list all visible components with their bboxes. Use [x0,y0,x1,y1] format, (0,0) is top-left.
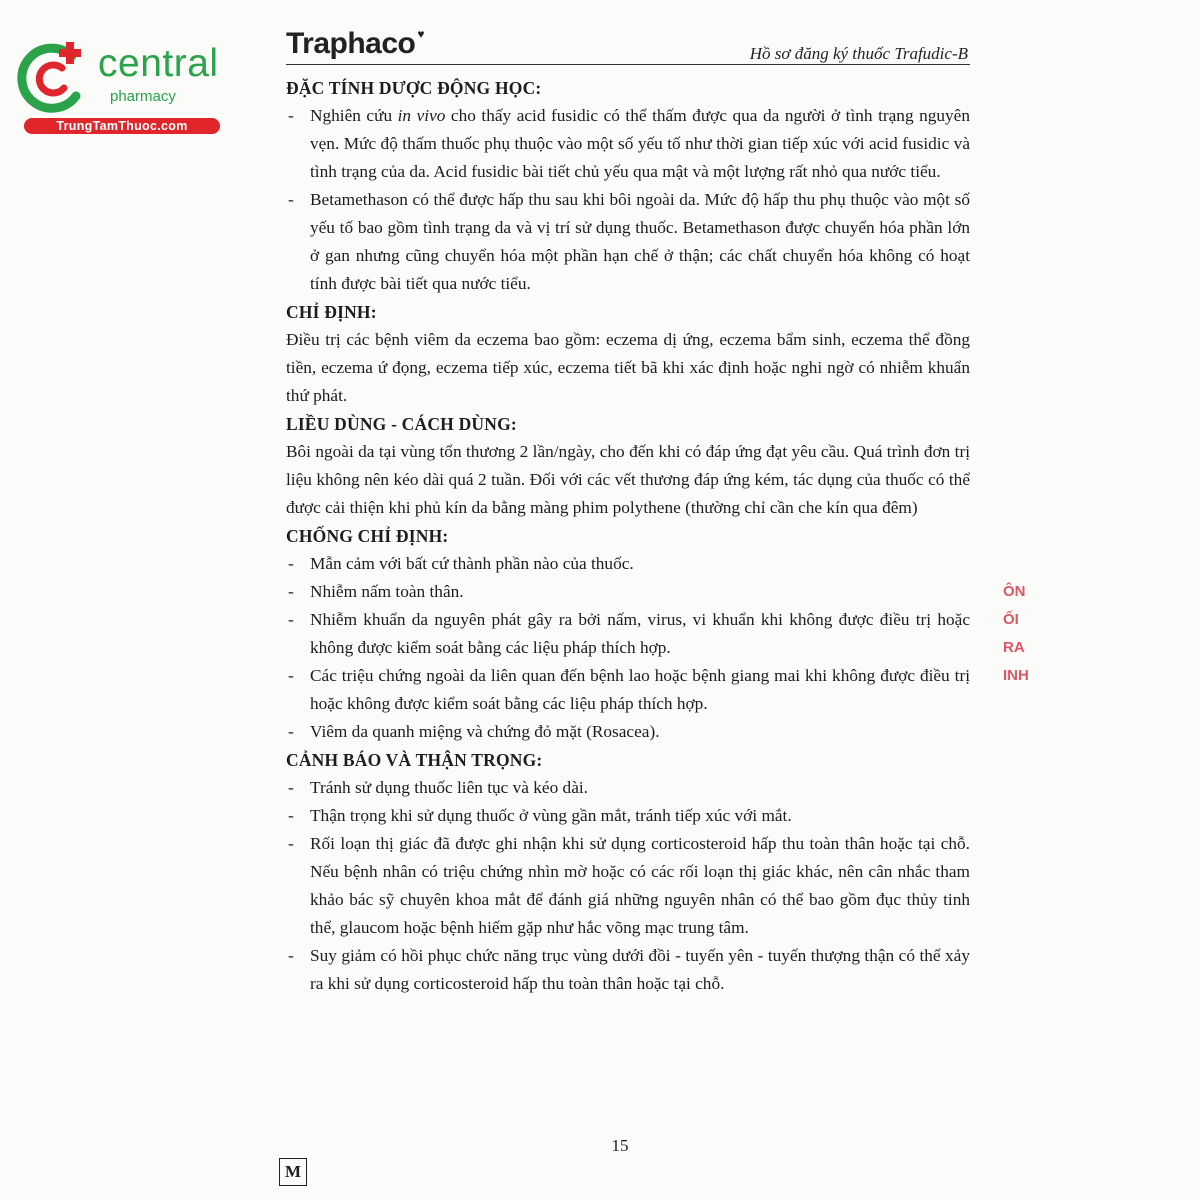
dosage-text: Bôi ngoài da tại vùng tổn thương 2 lần/ngày, cho đến khi có đáp ứng đạt yêu cầu. Quá trình đơn trị liệu không nên kéo dài quá 2 tuần. Đối với các vết thương đáp ứng kém, tác dụng của thuốc có thể được cải thiện khi phủ kín da bằng màng phim polythene (thường chỉ cần che kín qua đêm) [286,442,970,517]
pharmacokinetics-list [286,102,970,298]
document-title: Hồ sơ đăng ký thuốc Trafudic-B [749,44,968,63]
brand-name: Traphaco [286,27,416,60]
list-item-italic: in vivo [397,106,446,125]
brand-mark-icon: ♥ [417,27,424,41]
section-heading-dosage: LIỀU DÙNG - CÁCH DÙNG: [286,414,517,434]
list-item: - Mẫn cảm với bất cứ thành phần nào của thuốc. [286,550,970,578]
section-heading-contraindication: CHỐNG CHỈ ĐỊNH: [286,526,449,546]
stamp-text: RA [1003,639,1025,656]
warnings-list [286,774,970,998]
pharmacy-cross-logo-icon [10,38,92,120]
list-item-text: Nghiên cứu [310,106,398,125]
logo-name: central [98,42,219,85]
list-item: - Betamethason có thể được hấp thu sau khi bôi ngoài da. Mức độ hấp thu phụ thuộc vào một số yếu tố bao gồm tình trạng da và vị trí sử dụng thuốc. Betamethason được chuyển hóa phần lớn ở gan nhưng cũng chuyển hóa một phần hạn chế ở thận; các chất chuyển hóa không có hoạt tính được bài tiết qua nước tiểu. [286,186,970,298]
brand-traphaco [286,27,424,61]
red-stamp-fragment [1003,578,1031,738]
list-item: - Rối loạn thị giác đã được ghi nhận khi sử dụng corticosteroid hấp thu toàn thân hoặc tại chỗ. Nếu bệnh nhân có triệu chứng nhìn mờ hoặc có các rối loạn thị giác khác, nên cân nhắc tham khảo bác sỹ chuyên khoa mắt để đánh giá những nguyên nhân có thể bao gồm đục thủy tinh thể, glaucom hoặc bệnh hiếm gặp như hắc võng mạc trung tâm. [286,830,970,942]
list-item: - Nhiễm nấm toàn thân. [286,578,970,606]
list-item: - Thận trọng khi sử dụng thuốc ở vùng gần mắt, tránh tiếp xúc với mắt. [286,802,970,830]
list-item: - Suy giảm có hồi phục chức năng trục vùng dưới đồi - tuyến yên - tuyến thượng thận có thể xảy ra khi sử dụng corticosteroid hấp thu toàn thân hoặc tại chỗ. [286,942,970,998]
page-number: 15 [611,1136,629,1155]
section-heading-pharmacokinetics: ĐẶC TÍNH DƯỢC ĐỘNG HỌC: [286,78,542,98]
section-heading-indication: CHỈ ĐỊNH: [286,302,377,322]
logo-website[interactable]: TrungTamThuoc.com [24,118,220,134]
central-pharmacy-logo [10,38,219,138]
list-item-text: cho thấy acid fusidic có thể thấm được qua da người ở tình trạng nguyên vẹn. Mức độ thấm thuốc phụ thuộc vào một số yếu tố như thời gian tiếp xúc với acid fusidic và tình trạng của da. Acid fusidic bài tiết chủ yếu qua mật và một lượng rất nhỏ qua nước tiểu. [310,106,970,181]
indication-text: Điều trị các bệnh viêm da eczema bao gồm: eczema dị ứng, eczema bẩm sinh, eczema thể đồng tiền, eczema ứ đọng, eczema tiếp xúc, eczema tiết bã khi xác định hoặc nghi ngờ có nhiễm khuẩn thứ phát. [286,330,970,405]
stamp-text: ỐI [1003,611,1019,628]
stamp-text: INH [1003,667,1029,684]
contraindication-list [286,550,970,746]
section-heading-warnings: CẢNH BÁO VÀ THẬN TRỌNG: [286,750,543,770]
list-item: - Viêm da quanh miệng và chứng đỏ mặt (Rosacea). [286,718,970,746]
list-item: - Nhiễm khuẩn da nguyên phát gây ra bởi nấm, virus, vi khuẩn khi không được điều trị hoặc không được kiểm soát bằng các liệu pháp thích hợp. [286,606,970,662]
logo-subtitle: pharmacy [110,88,176,105]
list-item: - Tránh sử dụng thuốc liên tục và kéo dài. [286,774,970,802]
document-body [286,74,970,998]
list-item: - Các triệu chứng ngoài da liên quan đến bệnh lao hoặc bệnh giang mai khi không được điều trị hoặc không được kiểm soát bằng các liệu pháp thích hợp. [286,662,970,718]
list-item [286,102,970,186]
header-divider [286,64,970,65]
corner-mark-box: M [279,1158,307,1186]
stamp-text: ÔN [1003,583,1026,600]
